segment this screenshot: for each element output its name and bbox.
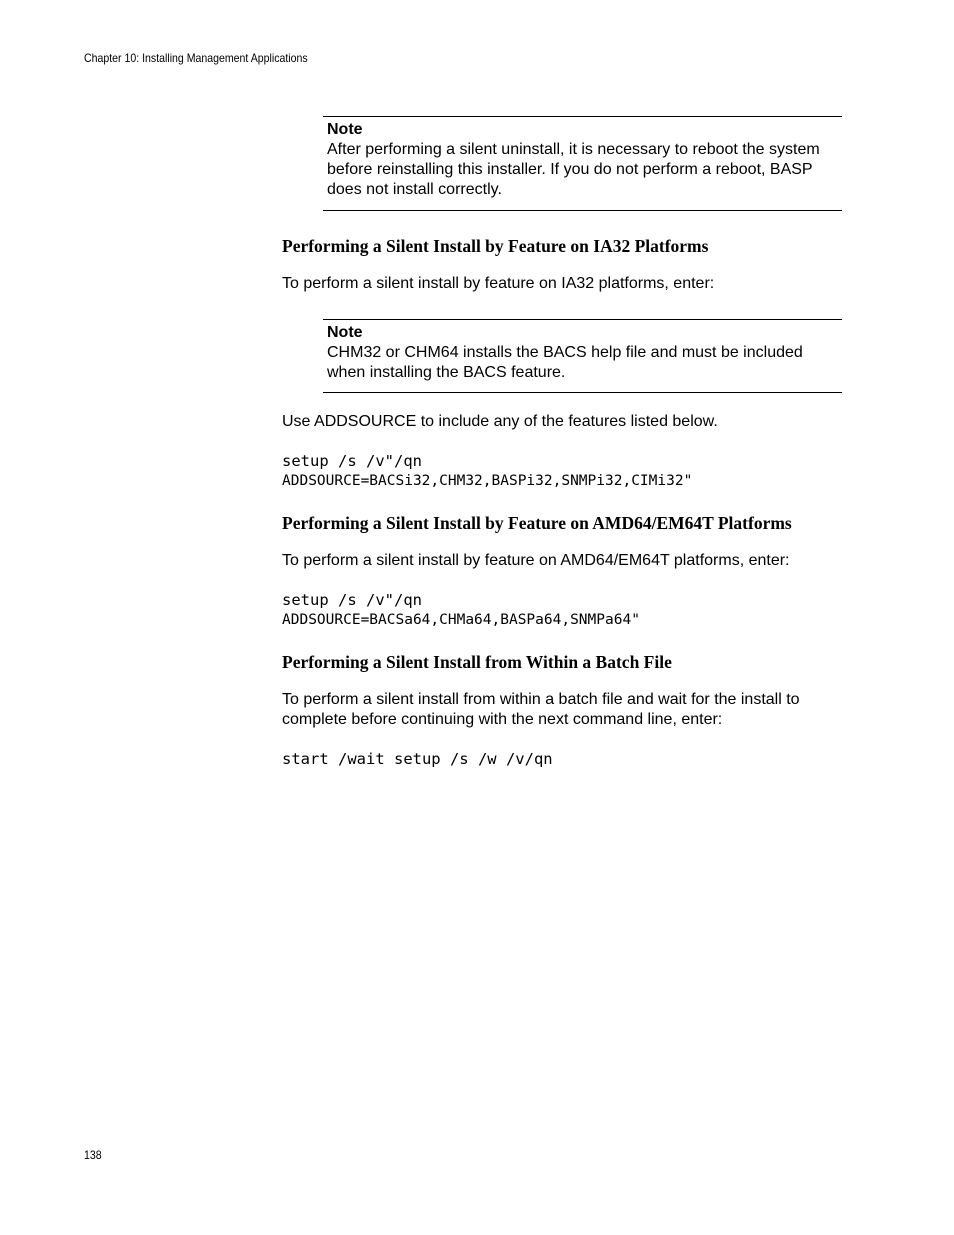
code-line: ADDSOURCE=BACSi32,CHM32,BASPi32,SNMPi32,CIMi32": [282, 473, 693, 489]
code-line: setup /s /v"/qn: [282, 591, 422, 609]
note-box-uninstall: [323, 116, 842, 211]
section-heading-batch: Performing a Silent Install from Within a Batch File: [282, 652, 672, 672]
note-title: Note: [327, 324, 363, 341]
section-heading-ia32: Performing a Silent Install by Feature on IA32 Platforms: [282, 236, 709, 256]
section-intro-batch: To perform a silent install from within a batch file and wait for the install to complete before continuing with the next command line, enter:: [282, 691, 800, 728]
section-heading-amd64: Performing a Silent Install by Feature on AMD64/EM64T Platforms: [282, 513, 792, 533]
note-title: Note: [327, 121, 363, 138]
code-line: ADDSOURCE=BACSa64,CHMa64,BASPa64,SNMPa64": [282, 612, 640, 628]
code-line: start /wait setup /s /w /v/qn: [282, 750, 553, 768]
note-body: After performing a silent uninstall, it is necessary to reboot the system before reinstalling this installer. If you do not perform a reboot, BASP does not install correctly.: [327, 141, 820, 198]
code-line: setup /s /v"/qn: [282, 452, 422, 470]
section-intro-ia32: To perform a silent install by feature on IA32 platforms, enter:: [282, 275, 715, 292]
section-intro-amd64: To perform a silent install by feature on AMD64/EM64T platforms, enter:: [282, 552, 790, 569]
running-header: Chapter 10: Installing Management Applications: [84, 51, 308, 65]
addsource-paragraph: Use ADDSOURCE to include any of the features listed below.: [282, 413, 718, 430]
page-number: 138: [84, 1148, 102, 1162]
note-box-chm: [323, 319, 842, 393]
note-body: CHM32 or CHM64 installs the BACS help file and must be included when installing the BACS feature.: [327, 344, 803, 381]
